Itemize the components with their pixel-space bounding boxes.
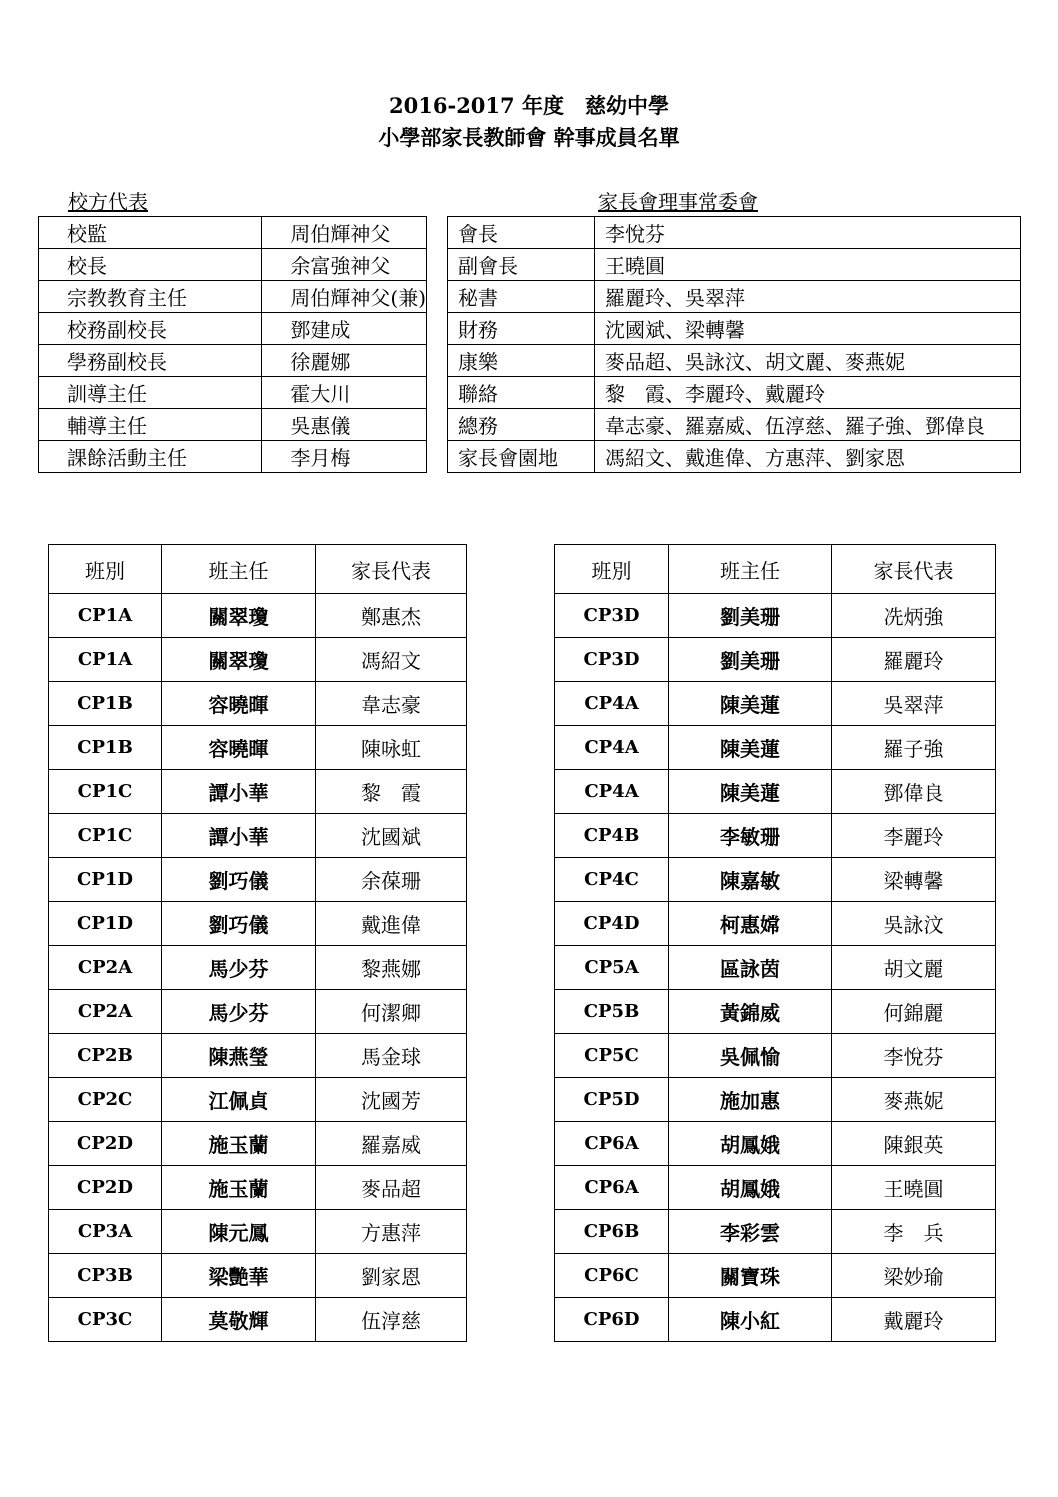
role-cell: 副會長 [448,249,595,281]
school-reps-heading: 校方代表 [68,190,148,214]
parent-rep-cell: 伍淳慈 [316,1298,467,1342]
table-row [39,345,427,377]
class-table-right [554,544,996,1342]
parent-rep-cell: 戴進偉 [316,902,467,946]
table-row [555,1122,996,1166]
table-row [39,281,427,313]
parent-rep-cell: 羅嘉威 [316,1122,467,1166]
class-cell: CP1B [49,682,162,726]
parent-rep-cell: 陳銀英 [832,1122,996,1166]
class-cell: CP1B [49,726,162,770]
table-row [555,1210,996,1254]
class-cell: CP2A [49,946,162,990]
class-teacher-cell: 劉巧儀 [162,858,316,902]
table-row [49,770,467,814]
table-row [49,1122,467,1166]
table-header-row [49,545,467,594]
class-teacher-cell: 施加惠 [669,1078,832,1122]
name-cell: 徐麗娜 [262,345,427,377]
parent-rep-cell: 黎燕娜 [316,946,467,990]
role-cell: 康樂 [448,345,595,377]
table-row [555,638,996,682]
class-cell: CP4A [555,770,669,814]
role-cell: 財務 [448,313,595,345]
table-row [555,1254,996,1298]
table-row [49,682,467,726]
class-cell: CP4C [555,858,669,902]
table-row [39,441,427,473]
table-row [49,902,467,946]
class-cell: CP5C [555,1034,669,1078]
table-row [49,594,467,638]
class-teacher-cell: 容曉暉 [162,682,316,726]
class-teacher-cell: 施玉蘭 [162,1122,316,1166]
table-row [555,946,996,990]
table-row [39,249,427,281]
class-teacher-cell: 柯惠嫦 [669,902,832,946]
class-cell: CP4D [555,902,669,946]
class-teacher-cell: 陳美蓮 [669,770,832,814]
table-row [448,217,1021,249]
name-cell: 馮紹文、戴進偉、方惠萍、劉家恩 [595,441,1021,473]
class-teacher-cell: 馬少芬 [162,946,316,990]
class-cell: CP6A [555,1122,669,1166]
column-header: 班主任 [669,545,832,594]
class-cell: CP3C [49,1298,162,1342]
class-cell: CP4A [555,726,669,770]
class-teacher-cell: 關寶珠 [669,1254,832,1298]
parent-rep-cell: 何潔卿 [316,990,467,1034]
class-cell: CP3D [555,594,669,638]
class-teacher-cell: 李敏珊 [669,814,832,858]
name-cell: 沈國斌、梁轉馨 [595,313,1021,345]
name-cell: 羅麗玲、吳翠萍 [595,281,1021,313]
column-header: 家長代表 [832,545,996,594]
name-cell: 周伯輝神父(兼) [262,281,427,313]
role-cell: 家長會園地 [448,441,595,473]
table-row [49,946,467,990]
name-cell: 王曉圓 [595,249,1021,281]
name-cell: 黎 霞、李麗玲、戴麗玲 [595,377,1021,409]
table-row [555,858,996,902]
role-cell: 輔導主任 [39,409,262,441]
class-cell: CP5B [555,990,669,1034]
table-row [49,1210,467,1254]
class-cell: CP1D [49,902,162,946]
table-row [39,313,427,345]
name-cell: 周伯輝神父 [262,217,427,249]
parent-rep-cell: 劉家恩 [316,1254,467,1298]
class-cell: CP3B [49,1254,162,1298]
parent-rep-cell: 李悅芬 [832,1034,996,1078]
parent-rep-cell: 何錦麗 [832,990,996,1034]
table-row [448,281,1021,313]
document-subtitle: 小學部家長教師會 幹事成員名單 [378,125,680,150]
table-row [555,770,996,814]
class-cell: CP5A [555,946,669,990]
role-cell: 訓導主任 [39,377,262,409]
parent-rep-cell: 麥燕妮 [832,1078,996,1122]
class-cell: CP2A [49,990,162,1034]
table-row [49,638,467,682]
class-cell: CP3D [555,638,669,682]
parent-rep-cell: 鄭惠杰 [316,594,467,638]
class-cell: CP2D [49,1122,162,1166]
class-teacher-cell: 劉美珊 [669,594,832,638]
class-teacher-cell: 譚小華 [162,814,316,858]
class-cell: CP1C [49,770,162,814]
table-row [49,990,467,1034]
table-row [448,313,1021,345]
class-teacher-cell: 陳小紅 [669,1298,832,1342]
table-row [448,441,1021,473]
class-cell: CP1D [49,858,162,902]
document-title: 2016-2017 年度 慈幼中學 [389,93,669,118]
name-cell: 余富強神父 [262,249,427,281]
table-row [448,377,1021,409]
table-row [555,1298,996,1342]
table-row [49,1298,467,1342]
parent-rep-cell: 梁轉馨 [832,858,996,902]
name-cell: 鄧建成 [262,313,427,345]
class-teacher-cell: 胡鳳娥 [669,1166,832,1210]
parent-rep-cell: 韋志豪 [316,682,467,726]
class-teacher-cell: 胡鳳娥 [669,1122,832,1166]
class-teacher-cell: 劉巧儀 [162,902,316,946]
class-teacher-cell: 馬少芬 [162,990,316,1034]
class-teacher-cell: 陳嘉敏 [669,858,832,902]
pta-committee-heading: 家長會理事常委會 [598,190,758,214]
class-teacher-cell: 吳佩愉 [669,1034,832,1078]
table-row [555,990,996,1034]
column-header: 班別 [555,545,669,594]
parent-rep-cell: 方惠萍 [316,1210,467,1254]
table-row [39,217,427,249]
table-header-row [555,545,996,594]
table-row [49,1078,467,1122]
class-teacher-cell: 容曉暉 [162,726,316,770]
class-cell: CP1C [49,814,162,858]
class-teacher-cell: 梁艷華 [162,1254,316,1298]
table-row [555,726,996,770]
class-cell: CP3A [49,1210,162,1254]
class-teacher-cell: 區詠茵 [669,946,832,990]
table-row [555,682,996,726]
class-cell: CP6D [555,1298,669,1342]
class-cell: CP5D [555,1078,669,1122]
class-cell: CP1A [49,638,162,682]
class-teacher-cell: 陳元鳳 [162,1210,316,1254]
parent-rep-cell: 羅麗玲 [832,638,996,682]
role-cell: 秘書 [448,281,595,313]
parent-rep-cell: 鄧偉良 [832,770,996,814]
class-teacher-cell: 關翠瓊 [162,594,316,638]
parent-rep-cell: 王曉圓 [832,1166,996,1210]
table-row [448,409,1021,441]
table-row [555,1078,996,1122]
class-teacher-cell: 關翠瓊 [162,638,316,682]
parent-rep-cell: 陳咏虹 [316,726,467,770]
role-cell: 課餘活動主任 [39,441,262,473]
parent-rep-cell: 黎 霞 [316,770,467,814]
table-row [555,1166,996,1210]
name-cell: 吳惠儀 [262,409,427,441]
role-cell: 聯絡 [448,377,595,409]
column-header: 家長代表 [316,545,467,594]
class-cell: CP2C [49,1078,162,1122]
parent-rep-cell: 馬金球 [316,1034,467,1078]
class-teacher-cell: 莫敬輝 [162,1298,316,1342]
table-row [448,345,1021,377]
class-cell: CP6C [555,1254,669,1298]
parent-rep-cell: 麥品超 [316,1166,467,1210]
parent-rep-cell: 沈國芳 [316,1078,467,1122]
column-header: 班主任 [162,545,316,594]
class-cell: CP2D [49,1166,162,1210]
parent-rep-cell: 梁妙瑜 [832,1254,996,1298]
name-cell: 李月梅 [262,441,427,473]
parent-rep-cell: 戴麗玲 [832,1298,996,1342]
name-cell: 韋志豪、羅嘉威、伍淳慈、羅子強、鄧偉良 [595,409,1021,441]
parent-rep-cell: 馮紹文 [316,638,467,682]
class-teacher-cell: 施玉蘭 [162,1166,316,1210]
table-row [49,726,467,770]
role-cell: 校務副校長 [39,313,262,345]
table-row [49,1166,467,1210]
pta-committee-table [447,216,1021,473]
parent-rep-cell: 吳詠汶 [832,902,996,946]
parent-rep-cell: 余葆珊 [316,858,467,902]
class-table-left [48,544,467,1342]
parent-rep-cell: 沈國斌 [316,814,467,858]
table-row [39,377,427,409]
role-cell: 學務副校長 [39,345,262,377]
table-row [555,902,996,946]
table-row [39,409,427,441]
class-cell: CP2B [49,1034,162,1078]
parent-rep-cell: 冼炳強 [832,594,996,638]
name-cell: 李悅芬 [595,217,1021,249]
parent-rep-cell: 李麗玲 [832,814,996,858]
class-cell: CP6B [555,1210,669,1254]
table-row [49,1034,467,1078]
class-teacher-cell: 黃錦威 [669,990,832,1034]
class-teacher-cell: 陳美蓮 [669,682,832,726]
parent-rep-cell: 吳翠萍 [832,682,996,726]
class-cell: CP1A [49,594,162,638]
role-cell: 校長 [39,249,262,281]
column-header: 班別 [49,545,162,594]
class-teacher-cell: 劉美珊 [669,638,832,682]
table-row [448,249,1021,281]
class-cell: CP6A [555,1166,669,1210]
table-row [555,594,996,638]
role-cell: 宗教教育主任 [39,281,262,313]
parent-rep-cell: 胡文麗 [832,946,996,990]
role-cell: 總務 [448,409,595,441]
table-row [49,858,467,902]
table-row [49,1254,467,1298]
role-cell: 會長 [448,217,595,249]
table-row [49,814,467,858]
table-row [555,814,996,858]
name-cell: 麥品超、吳詠汶、胡文麗、麥燕妮 [595,345,1021,377]
class-teacher-cell: 江佩貞 [162,1078,316,1122]
class-teacher-cell: 陳燕瑩 [162,1034,316,1078]
class-teacher-cell: 陳美蓮 [669,726,832,770]
role-cell: 校監 [39,217,262,249]
class-cell: CP4A [555,682,669,726]
class-cell: CP4B [555,814,669,858]
parent-rep-cell: 羅子強 [832,726,996,770]
parent-rep-cell: 李 兵 [832,1210,996,1254]
class-teacher-cell: 李彩雲 [669,1210,832,1254]
table-row [555,1034,996,1078]
class-teacher-cell: 譚小華 [162,770,316,814]
name-cell: 霍大川 [262,377,427,409]
school-reps-table [38,216,427,473]
